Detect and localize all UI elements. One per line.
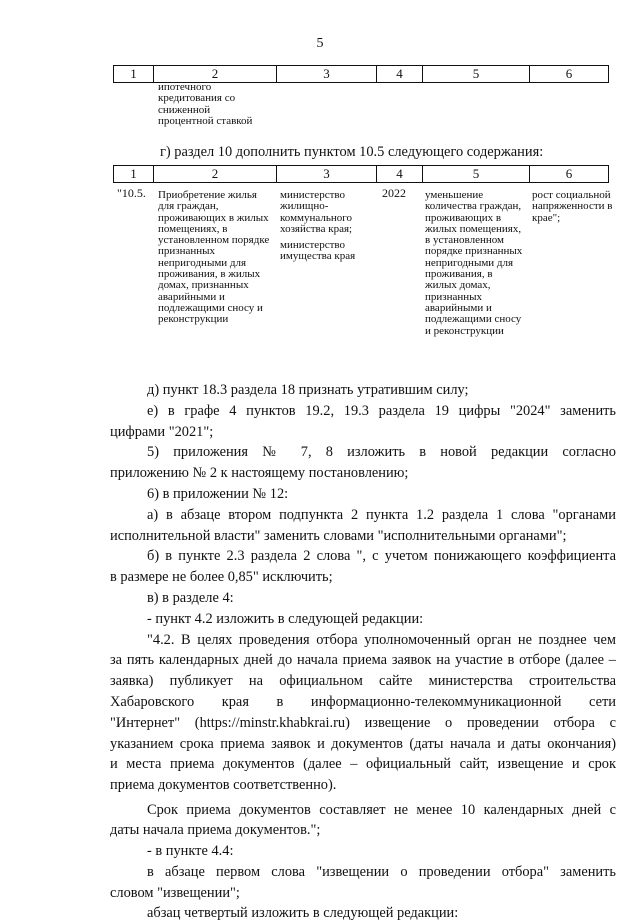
table-2-col-3: 3 (277, 166, 377, 183)
table-2-col-5: 5 (423, 166, 530, 183)
table-2-row-risk: рост социальной напряженности в крае"; (532, 189, 613, 224)
table-1-col-3: 3 (277, 66, 377, 83)
quote-4-2-line-7: и места приема документов (далее – официальный сайт, извещение и срок (110, 756, 616, 772)
paragraph-e-line-1: е) в графе 4 пунктов 19.2, 19.3 раздела 19 цифры "2024" заменить (147, 403, 616, 419)
table-2-col-1: 1 (114, 166, 154, 183)
paragraph-a-line-1: а) в абзаце втором подпункта 2 пункта 1.2 раздела 1 слова "органами (147, 507, 616, 523)
paragraph-b-line-1: б) в пункте 2.3 раздела 2 слова ", с учетом понижающего коэффициента (147, 548, 616, 564)
table-2-row-result: уменьшение количества граждан, проживающих в жилых помещениях, в установленном порядке признанных непригодными для проживания, в жилых домах, признанных аварийными и подлежащими сносу и реконструкции (425, 189, 523, 337)
quote-4-2-line-5: "Интернет" (https://minstr.khabkrai.ru) извещение о проведении отбора с (110, 715, 616, 731)
deadline-paragraph-line-2: даты начала приема документов."; (110, 822, 321, 838)
paragraph-6: 6) в приложении № 12: (147, 486, 289, 502)
table-2-col-6: 6 (530, 166, 609, 183)
paragraph-b-line-2: в размере не более 0,85" исключить; (110, 569, 333, 585)
paragraph-item-4-4: - в пункте 4.4: (147, 843, 234, 859)
table-2-row-measure: Приобретение жилья для граждан, проживающих в жилых помещениях, в установленном порядке признанных непригодными для проживания, в жилых домах, признанных аварийными и подлежащими сносу и реконструкции (158, 189, 270, 326)
quote-4-2-line-2: за пять календарных дней до начала приема заявок на участие в отборе (далее – (110, 652, 616, 668)
paragraph-d: д) пункт 18.3 раздела 18 признать утратившим силу; (147, 382, 469, 398)
quote-4-2-line-3: заявка) публикует на официальном сайте министерства строительства (110, 673, 616, 689)
deadline-paragraph-line-1: Срок приема документов составляет не менее 10 календарных дней с (147, 802, 616, 818)
quote-4-2-line-4: Хабаровского края в информационно-телекоммуникационной сети (110, 694, 616, 710)
paragraph-item-4-2: - пункт 4.2 изложить в следующей редакции: (147, 611, 424, 627)
paragraph-5-line-2: приложению № 2 к настоящему постановлению; (110, 465, 409, 481)
table-2-row-executor-1: министерство жилищно-коммунального хозяйства края; (280, 189, 353, 235)
paragraph-first-abzac-line-1: в абзаце первом слова "извещении о проведении отбора" заменить (147, 864, 616, 880)
paragraph-v: в) в разделе 4: (147, 590, 234, 606)
table-2-row-executor-2: министерство имущества края (280, 239, 356, 263)
table-2-col-4: 4 (377, 166, 423, 183)
quote-4-2-line-1: "4.2. В целях проведения отбора уполномоченный орган не позднее чем (147, 632, 616, 648)
paragraph-5-line-1: 5) приложения № 7, 8 изложить в новой редакции согласно (147, 444, 616, 460)
quote-4-2-line-8: приема документов соответственно). (110, 777, 337, 793)
table-1-col-1: 1 (114, 66, 154, 83)
intro-paragraph-g: г) раздел 10 дополнить пунктом 10.5 следующего содержания: (160, 144, 544, 160)
table-2-col-2: 2 (154, 166, 277, 183)
table-1-col2-continuation: ипотечного кредитования со сниженной процентной ставкой (158, 81, 253, 127)
paragraph-fourth-abzac: абзац четвертый изложить в следующей редакции: (147, 905, 459, 921)
table-2-row-year: 2022 (382, 186, 406, 200)
table-1-col-6: 6 (530, 66, 609, 83)
paragraph-e-line-2: цифрами "2021"; (110, 424, 214, 440)
page-number: 5 (316, 36, 324, 51)
table-2-row-number: "10.5. (117, 186, 146, 200)
paragraph-first-abzac-line-2: словом "извещении"; (110, 885, 240, 901)
table-1-col-2: 2 (154, 66, 277, 83)
table-2-header (113, 165, 609, 183)
paragraph-a-line-2: исполнительной власти" заменить словами "исполнительными органами"; (110, 528, 567, 544)
table-1-col-5: 5 (423, 66, 530, 83)
table-1-col-4: 4 (377, 66, 423, 83)
quote-4-2-line-6: указанием срока приема заявок и документов (даты начала и даты окончания) (110, 736, 616, 752)
